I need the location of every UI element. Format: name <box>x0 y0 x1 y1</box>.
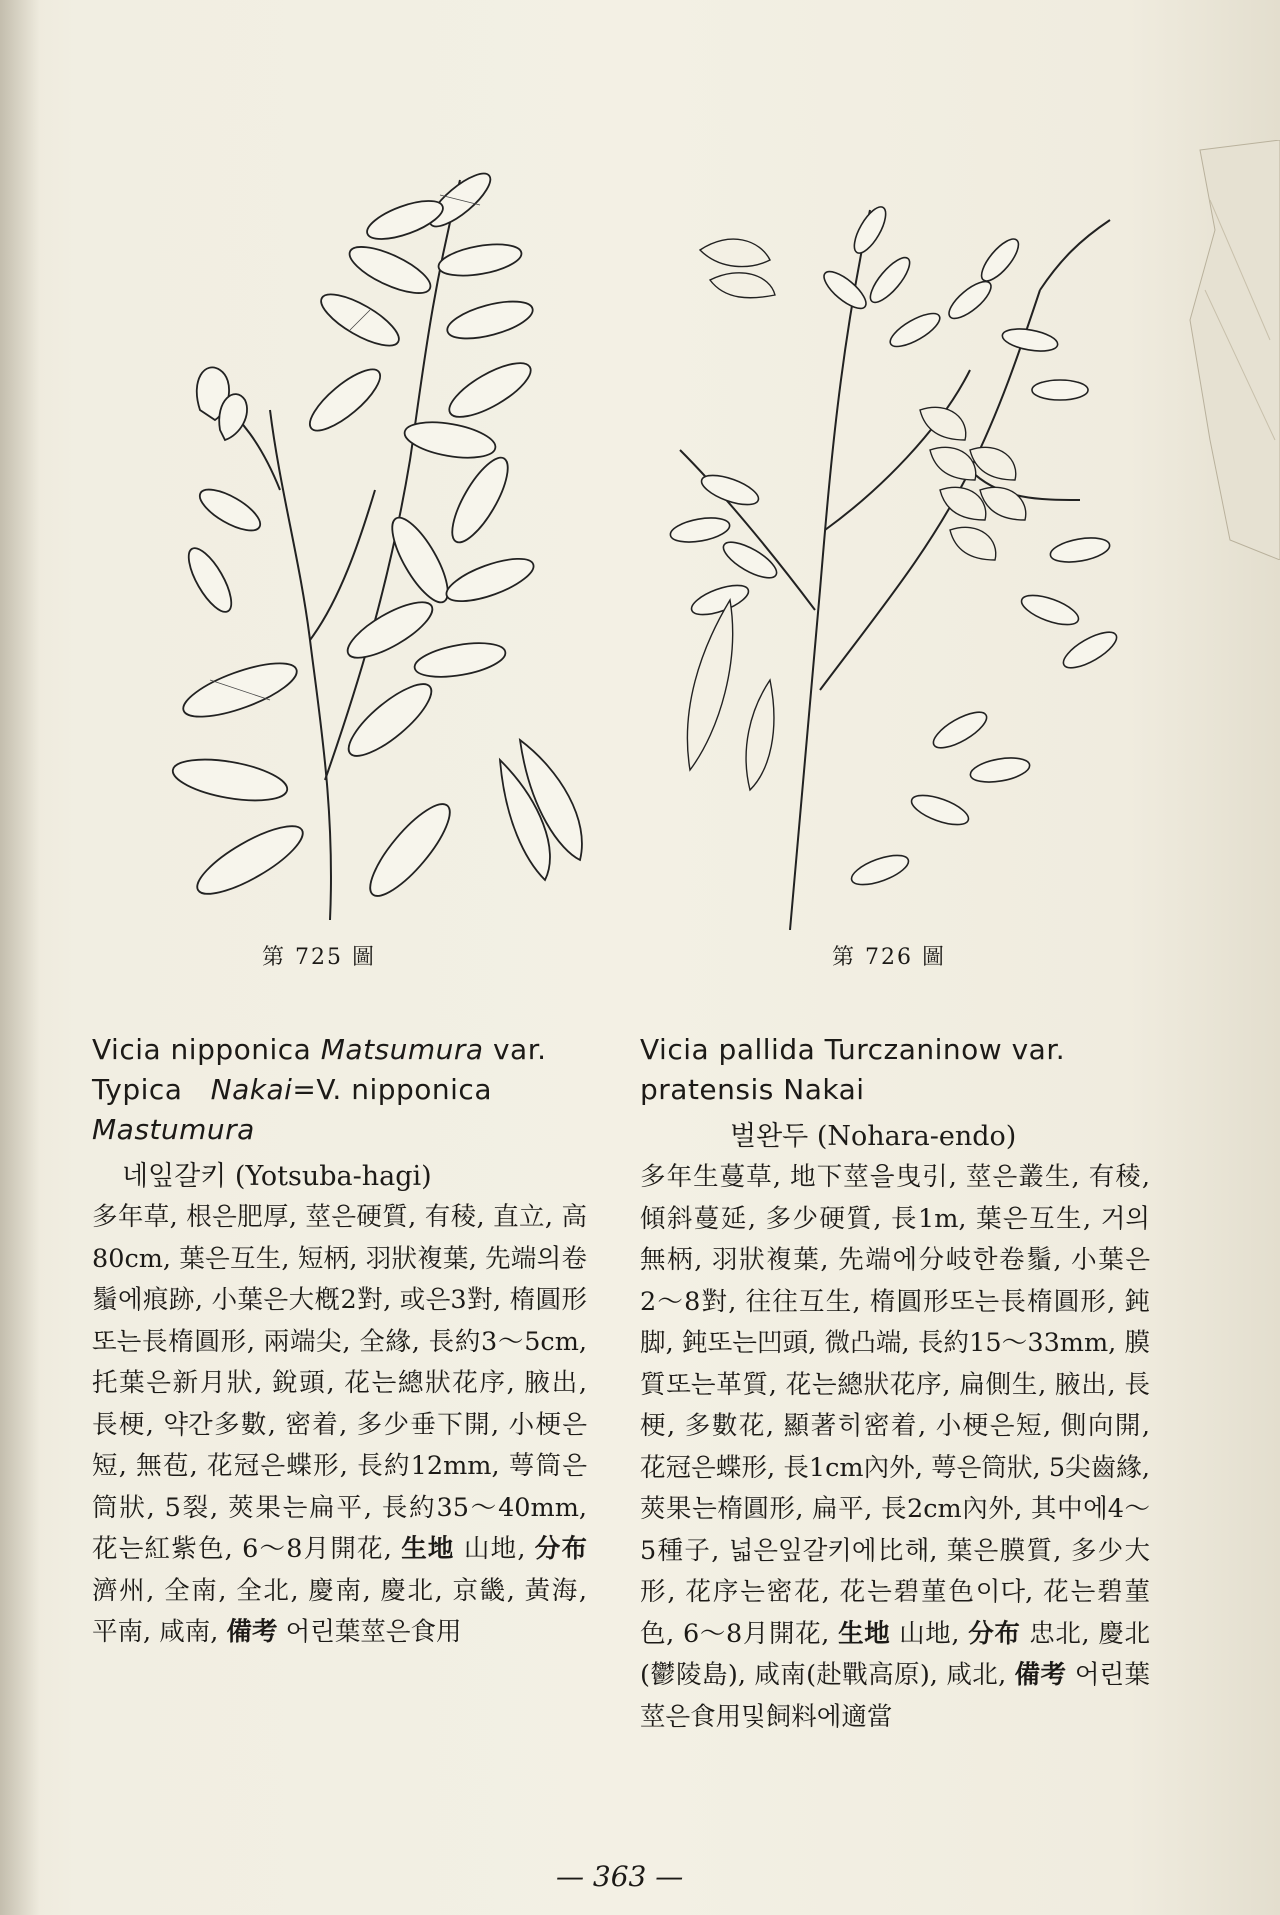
torn-paper-corner <box>1160 140 1280 560</box>
scientific-name: Vicia nipponica Matsumura var. Typica Nakai=V. nipponica Mastumura <box>92 1033 547 1146</box>
spine-shadow <box>0 0 40 1915</box>
label-distribution: 分布 <box>534 1534 587 1564</box>
label-note: 備考 <box>226 1617 278 1647</box>
entry-vicia-nipponica <box>92 1030 587 1654</box>
illustration-vicia-nipponica <box>160 160 600 920</box>
label-note: 備考 <box>1014 1660 1067 1690</box>
figure-caption-726: 第 726 圖 <box>832 945 946 970</box>
common-name: 벌완두 (Nohara-endo) <box>730 1121 1017 1152</box>
illustration-vicia-pallida <box>640 170 1160 930</box>
entry-vicia-pallida <box>640 1030 1150 1738</box>
label-distribution: 分布 <box>968 1618 1021 1649</box>
label-habitat: 生地 <box>401 1534 455 1564</box>
description: 多年生蔓草, 地下莖을曳引, 莖은叢生, 有稜, 傾斜蔓延, 多少硬質, 長1m, 葉은互生, 거의無柄, 羽狀複葉, 先端에分岐한卷鬚, 小葉은2〜8對, 往往互生, 楕圓形또는長楕圓形, 鈍脚, 鈍또는凹頭, 微凸端, 長約15〜33mm, 膜質또는革質, 花는總狀花序, 扁側生, 腋出, 長梗, 多數花, 顯著히密着, 小梗은短, 側向開, 花冠은蝶形, 長1cm內外, 萼은筒狀, 5尖齒緣, 莢果는楕圓形, 扁平, 長2cm內外, 其中에4〜5種子, 넓은잎갈키에比해, 葉은膜質, 多少大形, 花序는密花, 花는碧菫色이다, 花는碧菫色, 6〜8月開花, 生地 山地, 分布 忠北, 慶北(鬱陵島), 咸南(赴戰高原), 咸北, 備考 어린葉莖은食用및飼料에適當 <box>640 1162 1151 1732</box>
scientific-name: Vicia pallida Turczaninow var. pratensis Nakai <box>640 1033 1066 1106</box>
label-habitat: 生地 <box>838 1618 891 1649</box>
common-name: 네잎갈키 (Yotsuba-hagi) <box>122 1161 432 1192</box>
figure-caption-725: 第 725 圖 <box>262 945 376 970</box>
description: 多年草, 根은肥厚, 莖은硬質, 有稜, 直立, 高80cm, 葉은互生, 短柄, 羽狀複葉, 先端의卷鬚에痕跡, 小葉은大槪2對, 或은3對, 楕圓形또는長楕圓形, 兩端尖, 全緣, 長約3〜5cm, 托葉은新月狀, 銳頭, 花는總狀花序, 腋出, 長梗, 약간多數, 密着, 多少垂下開, 小梗은短, 無苞, 花冠은蝶形, 長約12mm, 萼筒은筒狀, 5裂, 莢果는扁平, 長約35〜40mm, 花는紅紫色, 6〜8月開花, 生地 山地, 分布 濟州, 全南, 全北, 慶南, 慶北, 京畿, 黃海, 平南, 咸南, 備考 어린葉莖은食用 <box>92 1202 587 1647</box>
page-number: — 363 — <box>556 1860 684 1893</box>
